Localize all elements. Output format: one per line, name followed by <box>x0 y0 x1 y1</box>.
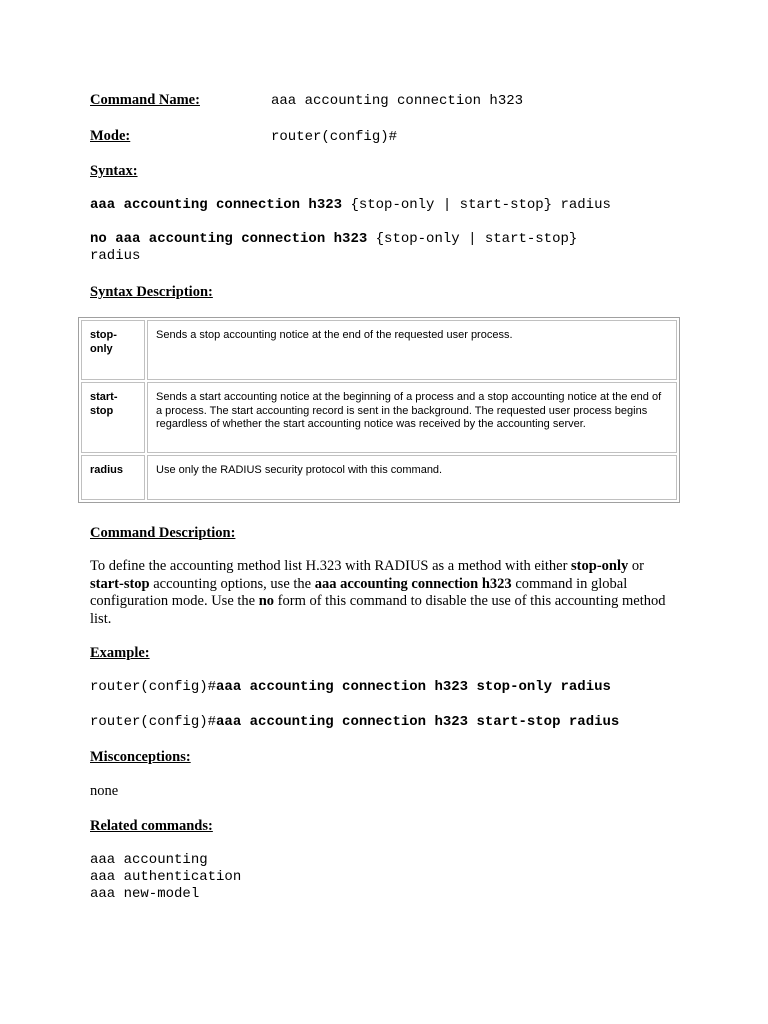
desc-text-4: command in global configuration mode. Use the <box>90 575 628 609</box>
mode-value: router(config)# <box>271 129 398 145</box>
table-row <box>81 455 677 500</box>
desc-bold-start-stop: start-stop <box>90 575 150 592</box>
syntax-line-1-options: {stop-only | start-stop} radius <box>342 197 611 213</box>
misconceptions-value: none <box>90 783 119 799</box>
description-cell: Use only the RADIUS security protocol with this command. <box>147 455 677 500</box>
keyword-cell: radius <box>81 455 145 500</box>
syntax-line-1 <box>90 197 611 213</box>
command-name-label: Command Name: <box>90 92 200 108</box>
example-prompt: router(config)# <box>90 679 217 695</box>
description-cell: Sends a start accounting notice at the beginning of a process and a stop accounting notice at the end of a process. The start accounting record is sent in the background. The requested user process begins regardless of whether the start accounting notice was received by the accounting server. <box>147 382 677 453</box>
table-row <box>81 382 677 453</box>
syntax-line-2-options: {stop-only | start-stop} <box>367 231 578 247</box>
example-line-1 <box>90 679 611 695</box>
syntax-line-1-command: aaa accounting connection h323 <box>90 197 343 213</box>
related-commands-heading: Related commands: <box>90 818 213 834</box>
description-cell: Sends a stop accounting notice at the end of the requested user process. <box>147 320 677 380</box>
syntax-heading: Syntax: <box>90 163 138 179</box>
example-command: aaa accounting connection h323 stop-only radius <box>216 679 611 695</box>
syntax-line-2-continuation: radius <box>90 248 141 264</box>
syntax-line-2 <box>90 231 577 247</box>
desc-text-1: To define the accounting method list H.323 with RADIUS as a method with either <box>90 558 572 574</box>
example-command: aaa accounting connection h323 start-stop radius <box>216 714 620 730</box>
keyword-cell: start-stop <box>81 382 145 453</box>
table-row <box>81 320 677 380</box>
example-prompt: router(config)# <box>90 714 217 730</box>
desc-text-3: accounting options, use the <box>149 575 315 592</box>
syntax-line-2-command: no aaa accounting connection h323 <box>90 231 368 247</box>
misconceptions-heading: Misconceptions: <box>90 749 191 765</box>
command-description-paragraph <box>90 558 680 628</box>
command-description-heading: Command Description: <box>90 525 236 541</box>
mode-label: Mode: <box>90 128 131 144</box>
desc-bold-command: aaa accounting connection h323 <box>314 575 512 592</box>
command-name-value: aaa accounting connection h323 <box>271 93 524 109</box>
desc-bold-no: no <box>258 593 275 609</box>
desc-bold-stop-only: stop-only <box>571 558 629 574</box>
example-heading: Example: <box>90 645 150 661</box>
syntax-description-heading: Syntax Description: <box>90 284 213 300</box>
keyword-cell: stop-only <box>81 320 145 380</box>
related-command-item: aaa accounting <box>90 852 208 868</box>
related-command-item: aaa new-model <box>90 886 200 902</box>
desc-text-2: or <box>628 558 644 574</box>
syntax-description-table <box>78 317 680 503</box>
example-line-2 <box>90 714 619 730</box>
desc-text-5: form of this command to disable the use of this accounting method list. <box>90 593 666 627</box>
related-command-item: aaa authentication <box>90 869 242 885</box>
